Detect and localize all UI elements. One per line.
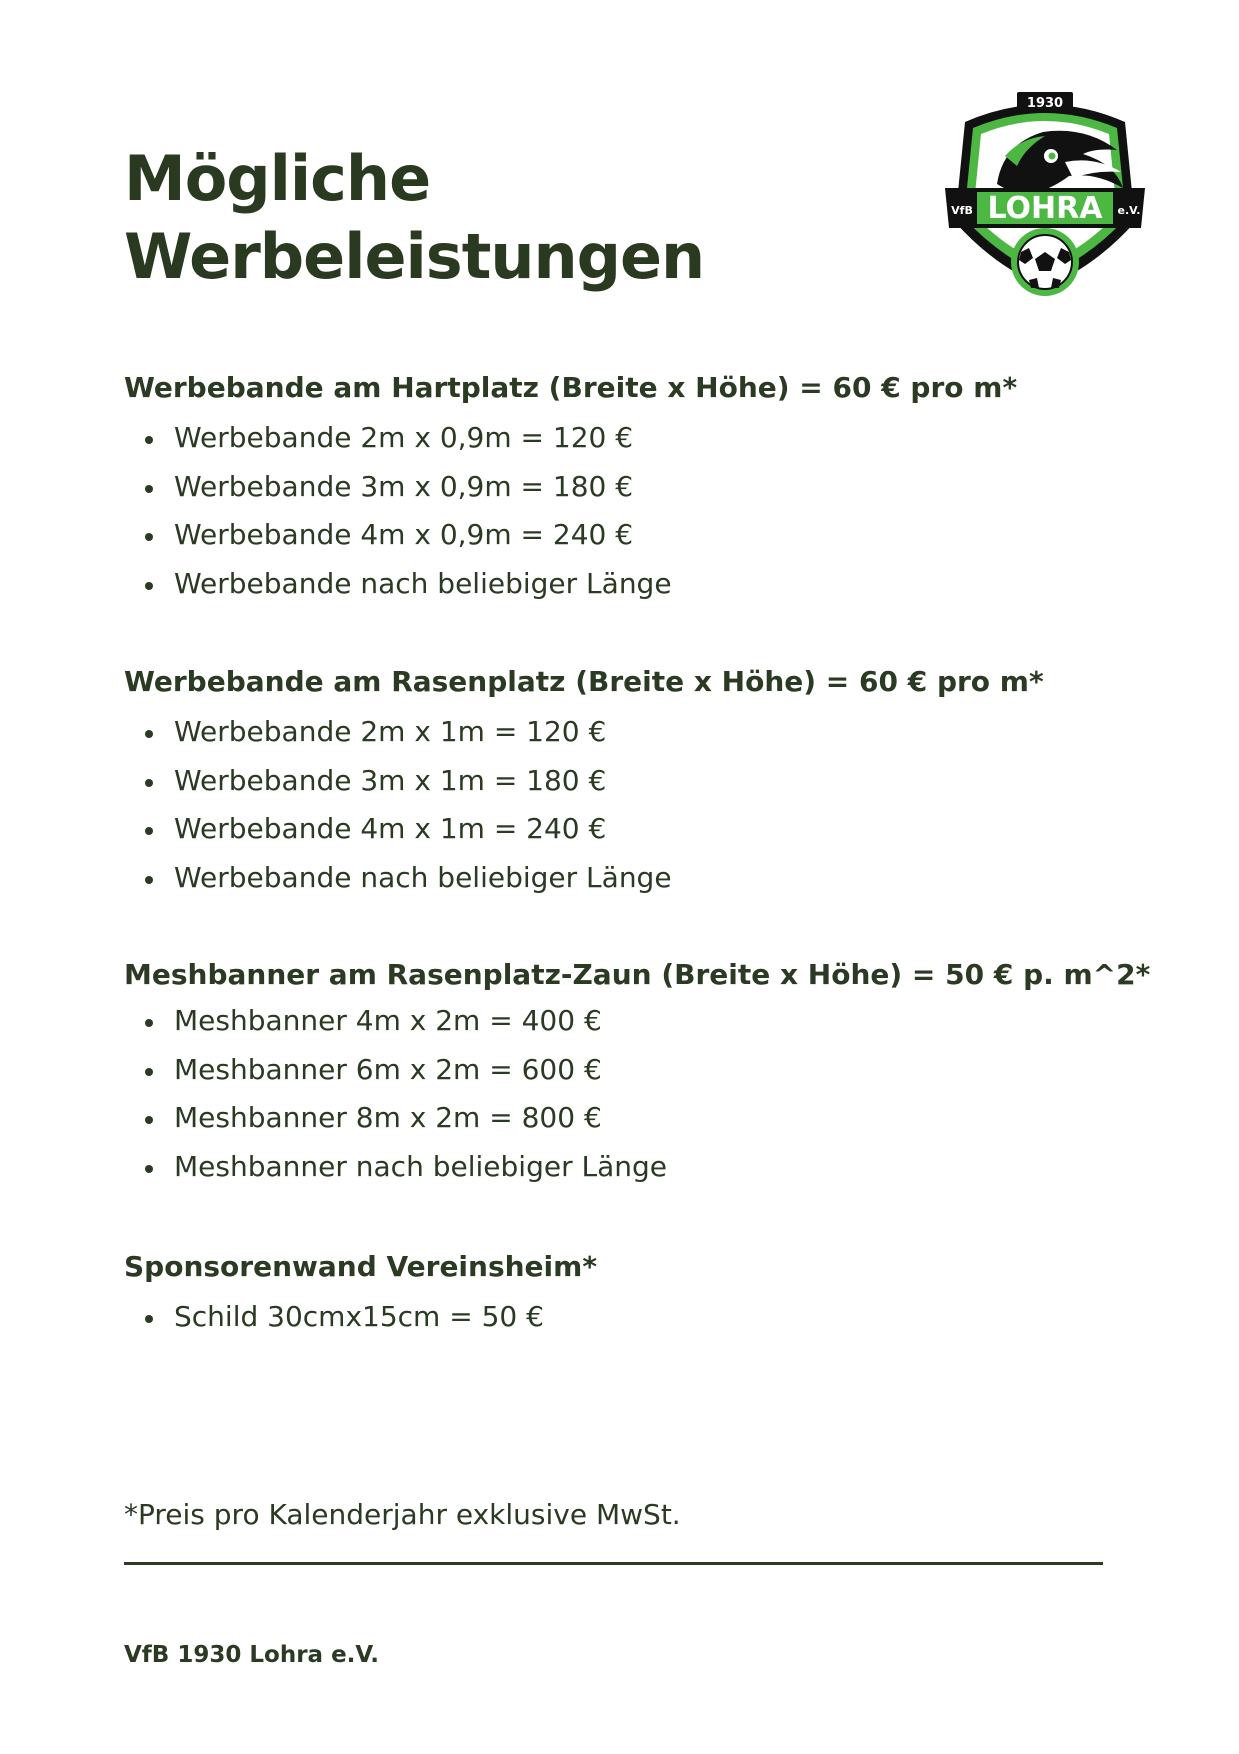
list-item: Schild 30cmx15cm = 50 €	[124, 1293, 1124, 1342]
page-title	[124, 140, 704, 296]
price-footnote: *Preis pro Kalenderjahr exklusive MwSt.	[124, 1498, 681, 1531]
list-item: Werbebande nach beliebiger Länge	[124, 854, 1124, 903]
logo-suffix: e.V.	[1117, 204, 1141, 217]
section-rasenplatz	[124, 664, 1124, 902]
list-item: Meshbanner 6m x 2m = 600 €	[124, 1046, 1124, 1095]
section-heading: Werbebande am Rasenplatz (Breite x Höhe) = 60 € pro m*	[124, 665, 1044, 698]
section-heading: Werbebande am Hartplatz (Breite x Höhe) = 60 € pro m*	[124, 371, 1018, 404]
page-title-line-2: Werbeleistungen	[124, 220, 705, 293]
section-hartplatz	[124, 370, 1124, 608]
list-item: Werbebande 4m x 0,9m = 240 €	[124, 511, 1124, 560]
list-item: Werbebande 2m x 1m = 120 €	[124, 708, 1124, 757]
list-item: Werbebande 3m x 0,9m = 180 €	[124, 463, 1124, 512]
item-list	[124, 708, 1124, 902]
section-heading: Meshbanner am Rasenplatz-Zaun (Breite x Höhe) = 50 € p. m^2*	[124, 958, 1151, 991]
list-item: Werbebande 3m x 1m = 180 €	[124, 757, 1124, 806]
logo-prefix: VfB	[951, 204, 973, 217]
section-meshbanner	[124, 957, 1151, 1191]
section-sponsorenwand	[124, 1249, 1124, 1342]
logo-year: 1930	[1026, 96, 1064, 111]
list-item: Werbebande 2m x 0,9m = 120 €	[124, 414, 1124, 463]
list-item: Werbebande 4m x 1m = 240 €	[124, 805, 1124, 854]
page-title-line-1: Mögliche	[124, 142, 431, 215]
item-list	[124, 1293, 1124, 1342]
list-item: Meshbanner 8m x 2m = 800 €	[124, 1094, 1124, 1143]
item-list	[124, 997, 1124, 1191]
list-item: Meshbanner 4m x 2m = 400 €	[124, 997, 1124, 1046]
club-logo-icon	[945, 92, 1145, 302]
list-item: Werbebande nach beliebiger Länge	[124, 560, 1124, 609]
footer-divider	[124, 1562, 1103, 1565]
item-list	[124, 414, 1124, 608]
logo-eagle-pupil	[1049, 153, 1056, 160]
list-item: Meshbanner nach beliebiger Länge	[124, 1143, 1124, 1192]
section-heading: Sponsorenwand Vereinsheim*	[124, 1250, 597, 1283]
footer-club-name: VfB 1930 Lohra e.V.	[124, 1642, 379, 1668]
logo-name: LOHRA	[987, 191, 1103, 226]
